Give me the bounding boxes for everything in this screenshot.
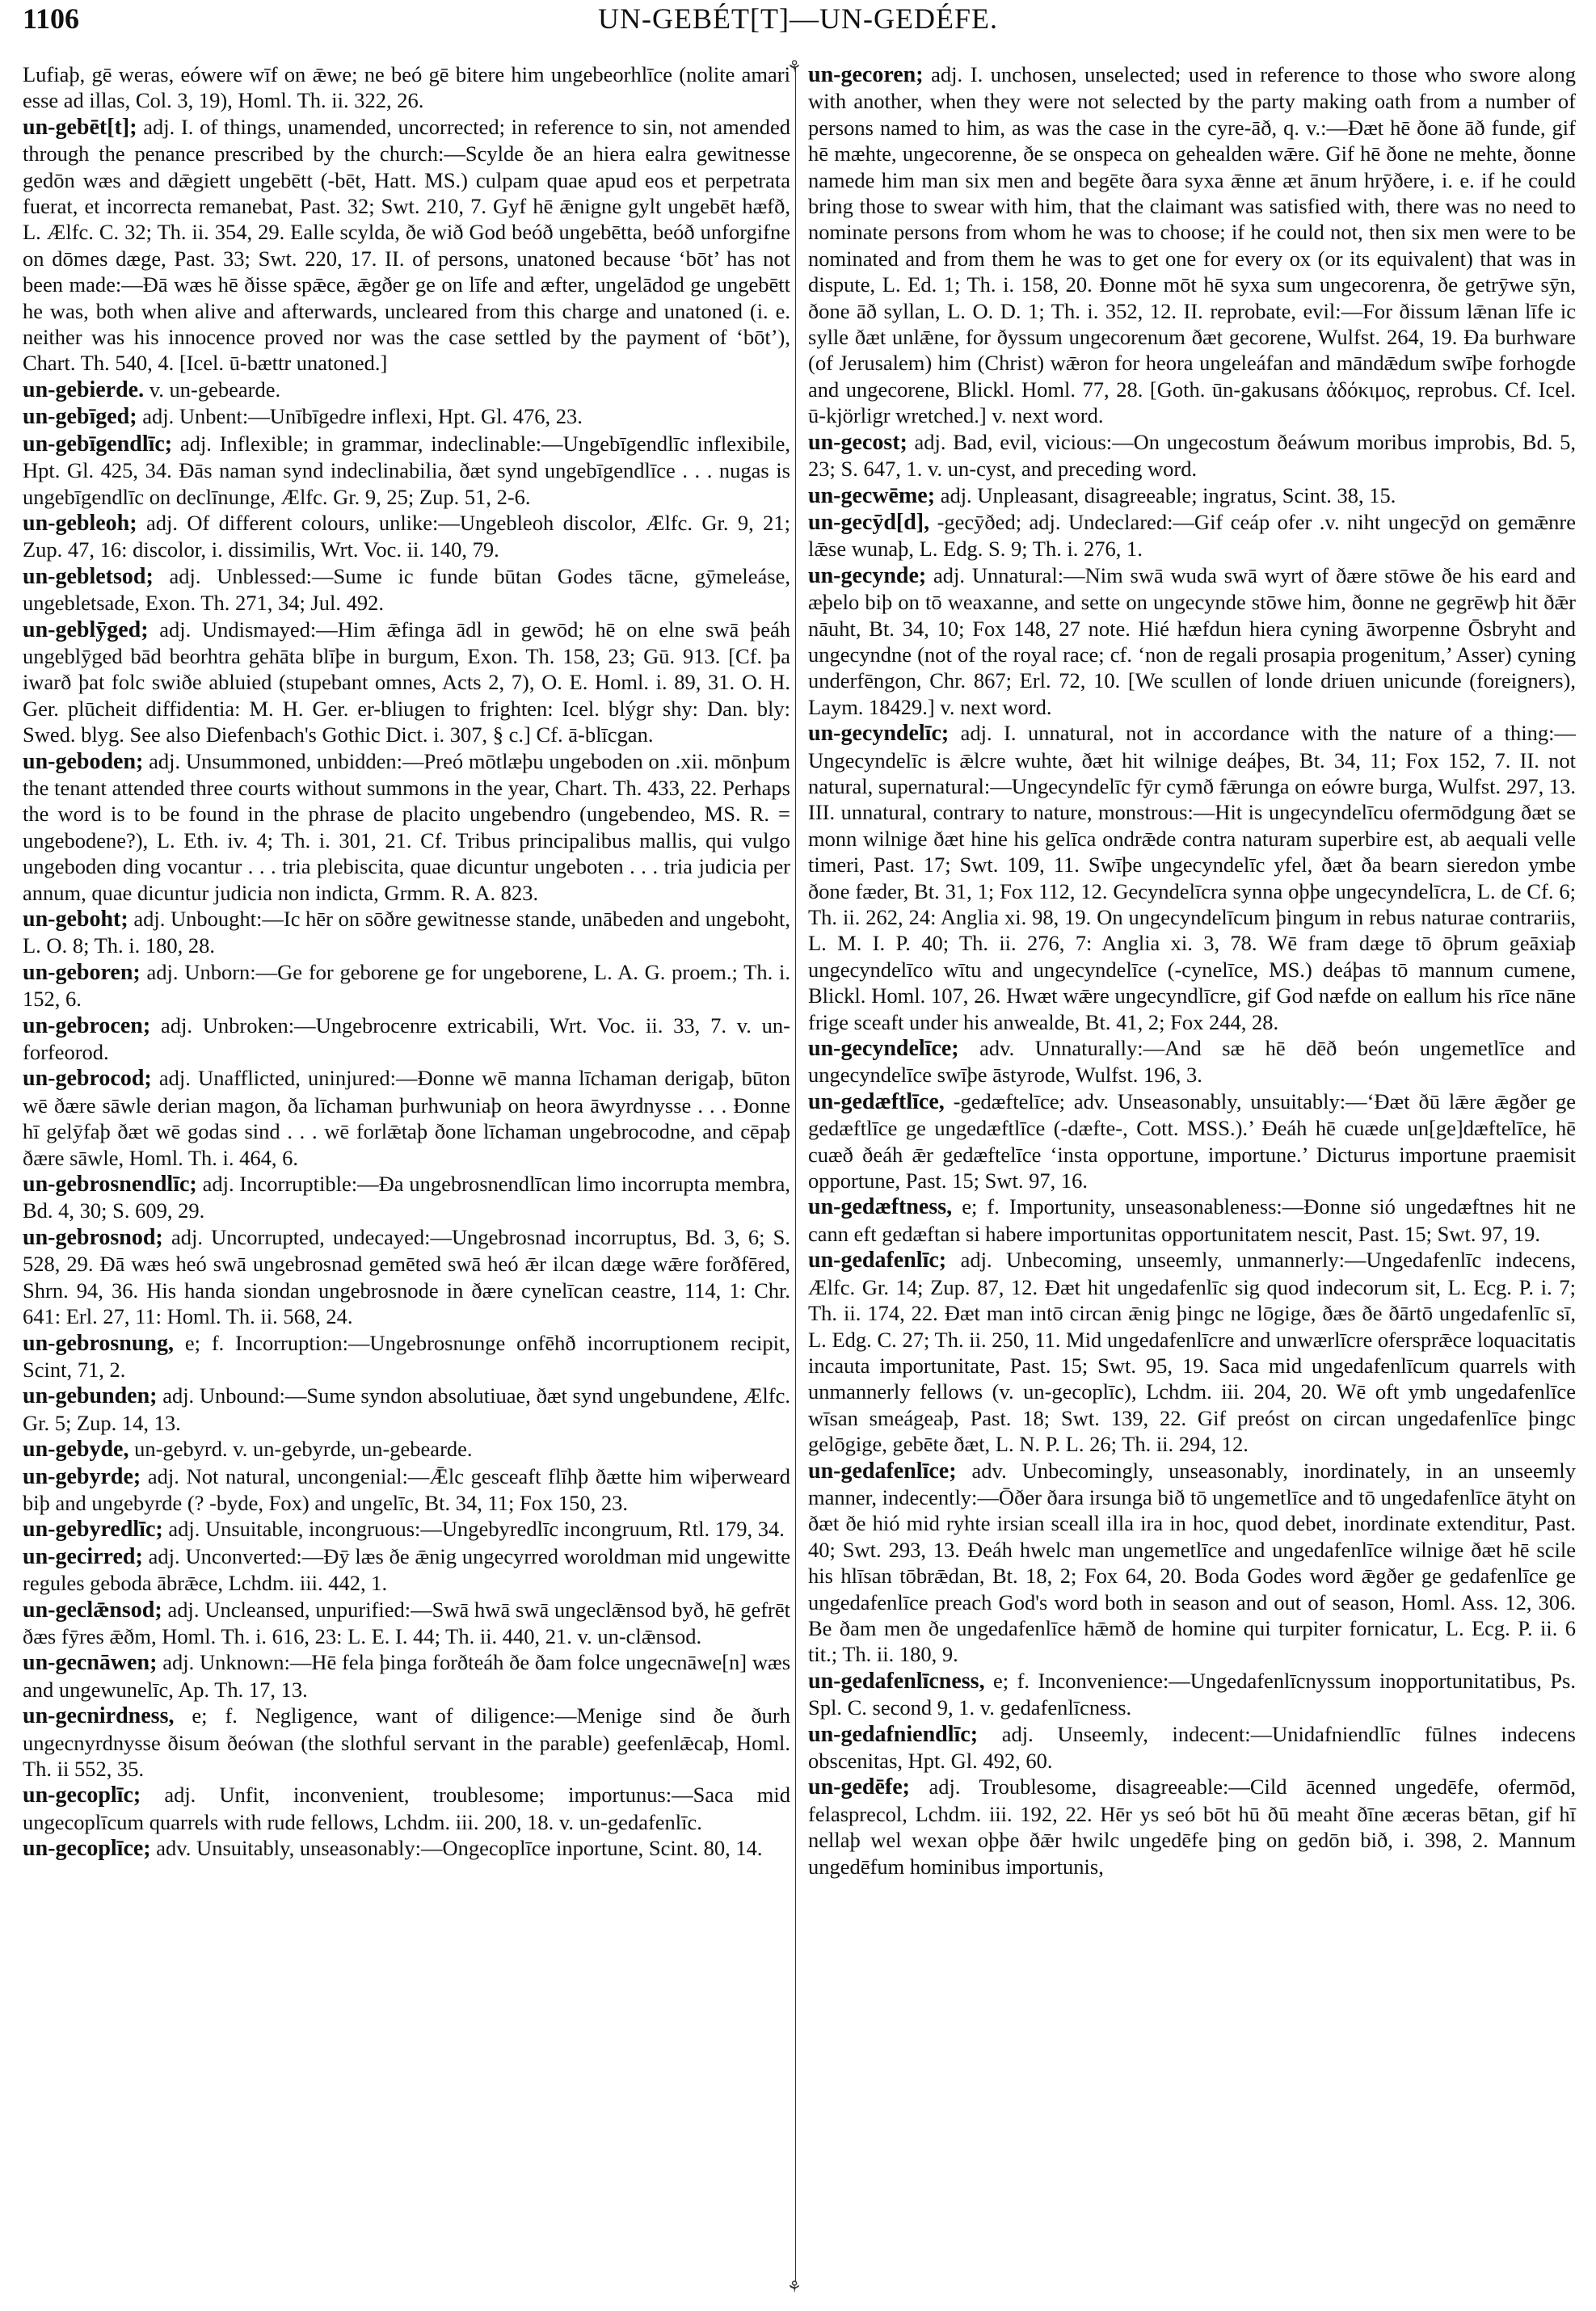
headword: un-geclǣnsod;	[23, 1597, 162, 1623]
entry-text: adj. Bad, evil, vicious:—On ungecostum ðeáwum moribus improbis, Bd. 5, 23; S. 647, 1. v. un-cyst, and preceding word.	[808, 429, 1576, 482]
dictionary-entry	[23, 1012, 790, 1066]
headword: un-gebierde.	[23, 377, 145, 402]
dictionary-entry	[808, 720, 1576, 1035]
entry-text: adj. Incorruptible:—Ða ungebrosnendlīcan limo incorrupta membra, Bd. 4, 30; S. 609, 29.	[23, 1172, 790, 1223]
page-number: 1106	[23, 2, 80, 35]
entry-text: adj. Unbound:—Sume syndon absolutiuae, ðæt synd ungebundene, Ælfc. Gr. 5; Zup. 14, 13.	[23, 1383, 790, 1435]
headword: un-gebyde,	[23, 1437, 129, 1463]
dictionary-entry	[808, 509, 1576, 562]
dictionary-entry	[23, 114, 790, 377]
headword: un-gebyredlīc;	[23, 1517, 163, 1543]
entry-text: adj. Unfit, inconvenient, troublesome; importunus:—Saca mid ungecoplīcum quarrels with rude fellows, Lchdm. iii. 200, 18. v. un-gedafenlīc.	[23, 1783, 791, 1834]
entry-text: adj. Uncleansed, unpurified:—Swā hwā swā ungeclǣnsod byð, hē gefrēt ðæs fȳres ǣðm, Homl. Th. i. 616, 23: L. E. I. 44; Th. ii. 440, 21. v. un-clǣnsod.	[23, 1597, 791, 1648]
dictionary-entry	[23, 1543, 790, 1597]
dictionary-entry	[23, 1835, 790, 1862]
dictionary-entry	[23, 1436, 790, 1463]
dictionary-entry	[23, 510, 790, 563]
entry-text: adj. Unsuitable, incongruous:—Ungebyredlīc incongruum, Rtl. 179, 34.	[168, 1517, 785, 1542]
headword: un-gedafenlīc;	[808, 1248, 947, 1273]
entry-text: Lufiaþ, gē weras, eówere wīf on ǣwe; ne beó gē bitere him ungebeorhlīce (nolite amari esse ad illas, Col. 3, 19), Homl. Th. ii. 322, 26.	[23, 62, 790, 113]
dictionary-entry	[23, 1597, 790, 1650]
dictionary-entry	[808, 562, 1576, 720]
entry-text: adj. Unconverted:—Ðȳ læs ðe ǣnig ungecyrred woroldman mid ungewitte regules geboda ābrǣce, Lchdm. iii. 442, 1.	[23, 1543, 790, 1596]
dictionary-entry	[23, 61, 790, 114]
entry-text: -gecȳðed; adj. Undeclared:—Gif ceáp ofer .v. niht ungecȳd on gemǣnre lǣse wunaþ, L. Edg. S. 9; Th. i. 276, 1.	[808, 509, 1576, 562]
dictionary-entry	[23, 1516, 790, 1543]
headword: un-gedēfe;	[808, 1774, 910, 1800]
dictionary-entry	[23, 1703, 790, 1782]
entry-text: adj. Of different colours, unlike:—Ungebleoh discolor, Ælfc. Gr. 9, 21; Zup. 47, 16: discolor, i. dissimilis, Wrt. Voc. ii. 140, 79.	[23, 510, 791, 562]
dictionary-entry	[808, 1247, 1576, 1457]
dictionary-entry	[23, 1065, 790, 1171]
entry-text: adj. Unknown:—Hē fela þinga forðteáh ðe ðam folce ungecnāwe[n] wæs and ungewunelīc, Ap. Th. 17, 13.	[23, 1650, 791, 1702]
entry-text: v. un-gebearde.	[149, 377, 281, 402]
headword: un-gebunden;	[23, 1383, 158, 1409]
entry-text: adj. Unsummoned, unbidden:—Preó mōtlæþu ungeboden on .xii. mōnþum the tenant attended three courts without summons in the year, Chart. Th. 433, 22. Perhaps the word is to be found in the phrase de placito ungebendro (ungebendeo, MS. R. = ungebodene?), L. Eth. iv. 4; Th. i. 301, 21. Cf. Tribus principalibus mallis, qui vulgo ungeboden ding vocantur . . . tria plebiscita, quae dicuntur ungeboten . . . tria judicia per annum, quae dicuntur judicia non indicta, Grmm. R. A. 823.	[23, 748, 790, 905]
dictionary-entry	[808, 1721, 1576, 1774]
dictionary-entry	[808, 1668, 1576, 1721]
entry-text: adj. Uncorrupted, undecayed:—Ungebrosnad incorruptus, Bd. 3, 6; S. 528, 29. Ðā wæs heó swā ungebrosnad gemēted swā heó ǣr ilcan dæge wǣre forðfēred, Shrn. 94, 36. His handa siondan ungebrosnode in ðære cynelīcan ceastre, 114, 1: Chr. 641: Erl. 27, 11: Homl. Th. ii. 568, 24.	[23, 1224, 790, 1329]
entry-text: e; f. Inconvenience:—Ungedafenlīcnyssum inopportunitatibus, Ps. Spl. C. second 9, 1. v. gedafenlīcness.	[808, 1668, 1576, 1720]
entry-text: adj. Unbent:—Unībīgedre inflexi, Hpt. Gl. 476, 23.	[142, 404, 583, 429]
headword: un-gedæftness,	[808, 1194, 953, 1220]
left-column	[23, 61, 790, 1863]
headword: un-gedafenlīce;	[808, 1458, 957, 1484]
headword: un-gebrocod;	[23, 1066, 152, 1092]
entry-text: adv. Unnaturally:—And sæ hē dēð beón ungemetlīce and ungecyndelīce swīþe āstyrode, Wulfst. 196, 3.	[808, 1036, 1576, 1088]
headword: un-gebletsod;	[23, 563, 154, 589]
dictionary-entry	[23, 1782, 790, 1835]
entry-text: adj. Unpleasant, disagreeable; ingratus, Scint. 38, 15.	[940, 482, 1396, 507]
dictionary-entry	[808, 61, 1576, 429]
dictionary-entry	[23, 403, 790, 430]
page-header	[23, 2, 1573, 44]
headword: un-gebīged;	[23, 404, 137, 430]
entry-text: adv. Unbecomingly, unseasonably, inordinately, in an unseemly manner, indecently:—Ōðer ðara irsunga bið tō ungemetlīce and tō ungedafenlīce ātyht on ðæt ðe hió mid ryhte irsian sceall illa ira in hoc, quod debet, inordinate extenditur, Past. 40; Swt. 293, 13. Ðeáh hwelc man ungemetlīce and ungedafenlīce wilnige ðæt hē scile his hlīsan tōbrǣdan, Bt. 18, 2; Fox 64, 20. Boda Godes word ǣgðer ge gedafenlīce ge ungedafenlīce preach God's word both in season and out of season, Homl. Ass. 12, 306. Be ðam men ðe ungedafenlīce hǣmð de homine qui turpiter fornicatur, L. Ecg. P. ii. 6 tit.; Th. ii. 180, 9.	[808, 1458, 1577, 1667]
dictionary-entry	[808, 1035, 1576, 1088]
entry-text: adj. Troublesome, disagreeable:—Cild ācenned ungedēfe, ofermōd, felasprecol, Lchdm. iii. 192, 22. Hēr ys seó bōt hū ðū meaht ðīne æceras bētan, gif hī nellaþ wel wexan oþþe ðǣr hwilc ungedēfe þing on gedōn bið, i. 398, 2. Mannum ungedēfum hominibus importunis,	[808, 1774, 1577, 1879]
entry-text: un-gebyrd. v. un-gebyrde, un-gebearde.	[134, 1437, 473, 1462]
column-divider	[795, 68, 796, 2282]
entry-text: adj. Unborn:—Ge for geborene ge for ungeborene, L. A. G. proem.; Th. i. 152, 6.	[23, 959, 791, 1012]
headword: un-gebrosnung,	[23, 1330, 175, 1356]
dictionary-entry	[23, 959, 790, 1012]
entry-text: adj. I. unchosen, unselected; used in reference to those who swore along with another, when they were not selected by the party making oath from a number of persons named to him, as was the case in the cyre-āð, q. v.:—Ðæt hē ðone āð funde, gif hē mæhte, ungecorenne, ðe se onspeca on gehealden wǣre. Gif hē ðone ne mehte, ðonne namede him man six men and begēte ðara syxa ǣnne æt ānum hrȳðere, i. e. if he could bring those to swear with him, that the claimant was satisfied with, there was no need to nominate persons from whom he was to choose; if he could not, then six men were to be nominated and from them he was to get one for every ox (or its equivalent) that was in dispute, L. Ed. 1; Th. i. 158, 20. Ðonne mōt hē syxa sum ungecorenra, ðe getrȳwe sȳn, ðone āð syllan, L. O. D. 1; Th. i. 352, 12. II. reprobate, evil:—For ðissum lǣnan līfe ic sylle ðæt unlǣne, for ðyssum ungecorenum ðæt gecorene, Wulfst. 264, 19. Ða burhware (of Jerusalem) him (Christ) wǣron for heora ungeleáfan and māndǣdum swīþe forhogde and ungecorene, Blickl. Homl. 77, 28. [Goth. ūn-gakusans ἀδόκιμος, reprobus. Cf. Icel. ū-kjörligr wretched.] v. next word.	[808, 62, 1577, 428]
headword: un-geboden;	[23, 748, 144, 774]
entry-text: adv. Unsuitably, unseasonably:—Ongecoplīce inportune, Scint. 80, 14.	[156, 1836, 763, 1861]
dictionary-entry	[808, 1458, 1576, 1668]
headword: un-gecost;	[808, 429, 907, 455]
headword: un-gecyndelīce;	[808, 1036, 959, 1062]
entry-text: e; f. Incorruption:—Ungebrosnunge onfēhð incorruptionem recipit, Scint, 71, 2.	[23, 1330, 791, 1382]
entry-text: adj. Unseemly, indecent:—Unidafniendlīc fūlnes indecens obscenitas, Hpt. Gl. 492, 60.	[808, 1721, 1576, 1773]
dictionary-entry	[808, 429, 1576, 482]
headword: un-gebleoh;	[23, 510, 137, 536]
headword: un-gedafenlīcness,	[808, 1668, 985, 1694]
headword: un-gedafniendlīc;	[808, 1721, 979, 1747]
dictionary-entry	[23, 377, 790, 403]
headword: un-gebrosnendlīc;	[23, 1172, 197, 1198]
entry-text: adj. Unbroken:—Ungebrocenre extricabili, Wrt. Voc. ii. 33, 7. v. un-forfeorod.	[23, 1012, 791, 1065]
headword: un-gecirred;	[23, 1543, 143, 1569]
headword: un-gebyrde;	[23, 1463, 141, 1489]
entry-text: adj. Unbecoming, unseemly, unmannerly:—Ungedafenlīc indecens, Ælfc. Gr. 14; Zup. 87, 12. Ðæt hit ungedafenlīc sig quod indecorum sit, L. Ecg. P. i. 7; Th. ii. 174, 22. Ðæt man intō circan ǣnig þingc ne lōgige, ðæs ðe ðārtō ungedafenlīc sī, L. Edg. C. 27; Th. ii. 250, 11. Mid ungedafenlīcre and unwærlīcre ofersprǣce loquacitatis incauta importunitate, Past. 15; Swt. 95, 19. Saca mid ungedafenlīcum quarrels with unmannerly fellows (v. un-gecoplīc), Lchdm. iii. 204, 20. Wē oft ymb ungedafenlīce wīsan smeágeaþ, Past. 18; Swt. 139, 22. Gif preóst on circan ungedafenlīce þingc gelōgige, gebēte ðæt, L. N. P. L. 26; Th. ii. 294, 12.	[808, 1248, 1577, 1457]
entry-text: adj. Undismayed:—Him ǣfinga ādl in gewōd; hē on elne swā þeáh ungeblȳged bād beorhtra gehāta blīþe in burgum, Exon. Th. 158, 23; Gū. 913. [Cf. þa iwarð þat folc swiðe abluied (stupebant omnes, Acts 2, 7), O. E. Homl. i. 89, 31. O. H. Ger. plūcheit diffidentia: M. H. Ger. er-bliugen to frighten: Icel. blýgr shy: Dan. bly: Swed. blyg. See also Diefenbach's Gothic Dict. i. 307, § c.] Cf. ā-blīcgan.	[23, 617, 791, 747]
dictionary-entry	[808, 1774, 1576, 1880]
dictionary-entry	[23, 906, 790, 959]
dictionary-entry	[23, 1330, 790, 1383]
headword: un-geboren;	[23, 959, 141, 985]
dictionary-entry	[808, 1088, 1576, 1194]
headword: un-gecoplīc;	[23, 1783, 141, 1808]
headword: un-gebrocen;	[23, 1012, 151, 1038]
entry-text: adj. I. unnatural, not in accordance with the nature of a thing:—Ungecyndelīc is ǣlcre wuhte, ðæt hit wilnige deáþes, Bt. 34, 11; Fox 152, 7. II. not natural, supernatural:—Ungecyndelīc fȳr cymð fǣrunga on eówre burga, Wulfst. 297, 13. III. unnatural, contrary to nature, monstrous:—Hit is ungecyndelīcu ofermōdgung ðæt se monn wilnige ðæt hine his gelīca ondrǣde contra naturam superbire est, ab aequali velle timeri, Past. 17; Swt. 109, 11. Swīþe ungecyndelīc yfel, ðæt ða bearn sieredon ymbe ðone fæder, Bt. 31, 1; Fox 112, 12. Gecyndelīcra synna oþþe ungecyndelīcra, L. de Cf. 6; Th. ii. 262, 24: Anglia xi. 98, 19. On ungecyndelīcum þingum in rebus naturae contrariis, L. M. I. P. 40; Th. ii. 276, 7: Anglia xi. 3, 78. Wē fram dæge tō ōþrum geāxiaþ ungecyndelīco wītu and ungecyndelīce (-cynelīce, MS.) deáþas tō mannum cumene, Blickl. Homl. 107, 26. Hwæt wǣre ungecyndlīcre, gif God næfde on eallum his rīce nāne frige sceaft under his anwealde, Bt. 41, 2; Fox 244, 28.	[808, 721, 1576, 1034]
dictionary-entry	[23, 1383, 790, 1436]
headword: un-gebīgendlīc;	[23, 431, 173, 457]
headword: un-gebēt[t];	[23, 114, 137, 140]
dictionary-entry	[23, 1463, 790, 1517]
entry-text: adj. Unafflicted, uninjured:—Ðonne wē manna līchaman derigaþ, būton wē ðære sāwle derian magon, ða līchaman þurhwuniaþ on heora āwyrdnysse . . . Ðonne hī gelȳfaþ ðæt wē godas sind . . . wē forlǣtaþ ðone līchaman ungebrocodne, and cēpaþ ðære sāwle, Homl. Th. i. 464, 6.	[23, 1066, 790, 1170]
entry-text: adj. Unnatural:—Nim swā wuda swā wyrt of ðære stōwe ðe his eard and æþelo biþ on tō weaxanne, and sette on ungecynde stōwe him, ðonne ne gegrēwþ hit ðǣr nāuht, Bt. 34, 10; Fox 148, 27 note. Hié hæfdun hiera cyning āworpenne Ōsbryht and ungecyndne (not of the royal race; cf. ‘non de regali prosapia progenitum,’ Asser) cyning underfēngon, Chr. 867; Erl. 72, 10. [We scullen of londe driuen unicunde (foreigners), Laym. 18429.] v. next word.	[808, 562, 1577, 719]
headword: un-gebrosnod;	[23, 1224, 163, 1250]
headword: un-gecȳd[d],	[808, 509, 930, 535]
entry-text: e; f. Negligence, want of diligence:—Menige sind ðe ðurh ungecnyrdnysse ðisum ðeówan (the slothful servant in the parable) geefenlǣcaþ, Homl. Th. ii 552, 35.	[23, 1703, 790, 1781]
headword: un-gecwēme;	[808, 482, 936, 508]
headword: un-gecnirdness,	[23, 1703, 175, 1729]
dictionary-entry	[23, 1171, 790, 1224]
dictionary-entry	[23, 617, 790, 748]
headword: un-gedæftlīce,	[808, 1088, 945, 1114]
dictionary-entry	[808, 482, 1576, 509]
dictionary-entry	[23, 1649, 790, 1703]
dictionary-entry	[23, 563, 790, 617]
dictionary-entry	[808, 1193, 1576, 1247]
entry-text: e; f. Importunity, unseasonableness:—Ðonne sió ungedæftnes hit ne cann eft gedæftan si habere importunitas opportunitatem nescit, Past. 15; Swt. 97, 19.	[808, 1194, 1577, 1246]
headword: un-gecyndelīc;	[808, 721, 950, 747]
dictionary-entry	[23, 1224, 790, 1330]
headword: un-gecoplīce;	[23, 1836, 151, 1862]
dictionary-entry	[23, 748, 790, 906]
entry-text: adj. Inflexible; in grammar, indeclinable:—Ungebīgendlīc inflexibile, Hpt. Gl. 425, 34. Ðās naman synd indeclinabilia, ðæt synd ungebīgendlīce . . . nugas is ungebīgendlīc on declīnunge, Ælfc. Gr. 9, 25; Zup. 51, 2-6.	[23, 431, 791, 509]
headword: un-geboht;	[23, 907, 128, 932]
headword: un-gecoren;	[808, 62, 924, 87]
page-title: UN-GEBÉT[T]—UN-GEDÉFE.	[598, 2, 998, 35]
entry-text: adj. Unblessed:—Sume ic funde būtan Godes tācne, gȳmeleáse, ungebletsade, Exon. Th. 271, 34; Jul. 492.	[23, 563, 791, 616]
entry-text: adj. Not natural, uncongenial:—Ǣlc gesceaft flīhþ ðætte him wiþerweard biþ and ungebyrde (? -byde, Fox) and ungelīc, Bt. 34, 11; Fox 150, 23.	[23, 1463, 790, 1515]
dictionary-entry	[23, 431, 790, 510]
entry-text: adj. I. of things, unamended, uncorrected; in reference to sin, not amended through the penance prescribed by the church:—Scylde ðe an hiera ealra gewitnesse gedōn wæs and dǣgiett ungebētt (-bēt, Hatt. MS.) culpam quae apud eos et perpetrata fuerat, et incorrecta remanebat, Past. 32; Swt. 210, 7. Gyf hē ǣnigne gylt ungebēt hæfð, L. Ælfc. C. 32; Th. ii. 354, 29. Ealle scylda, ðe wið God beóð ungebētta, beóð unforgifne on dōmes dæge, Past. 33; Swt. 220, 17. II. of persons, unatoned because ‘bōt’ has not been made:—Ðā wæs hē ðisse spǣce, ǣgðer ge on līfe and æfter, ungelādod ge ungebētt he was, both when alive and afterwards, uncleared from this charge and unatoned (i. e. neither was his innocence proved nor was the case settled by the payment of ‘bōt’), Chart. Th. 540, 4. [Icel. ū-bættr unatoned.]	[23, 114, 791, 376]
divider-ornament-top: ⚘	[787, 58, 802, 76]
right-column	[808, 61, 1576, 1880]
headword: un-geblȳged;	[23, 617, 149, 642]
headword: un-gecynde;	[808, 562, 927, 588]
entry-text: adj. Unbought:—Ic hēr on sōðre gewitnesse stande, unābeden and ungeboht, L. O. 8; Th. i. 180, 28.	[23, 907, 790, 958]
headword: un-gecnāwen;	[23, 1650, 158, 1676]
divider-ornament-bottom: ⚘	[787, 2279, 802, 2296]
entry-text: -gedæftelīce; adv. Unseasonably, unsuitably:—‘Ðæt ðū lǣre ǣgðer ge gedæftlīce ge ungedæftlīce (-dæfte-, Cott. MSS.).’ Ðeáh hē cuæde un[ge]dæftelīce, hē cuæð ðeáh ǣr gedæftelīce ‘insta opportune, importune.’ Dicturus importune praemisit opportune, Past. 15; Swt. 97, 16.	[808, 1088, 1576, 1193]
